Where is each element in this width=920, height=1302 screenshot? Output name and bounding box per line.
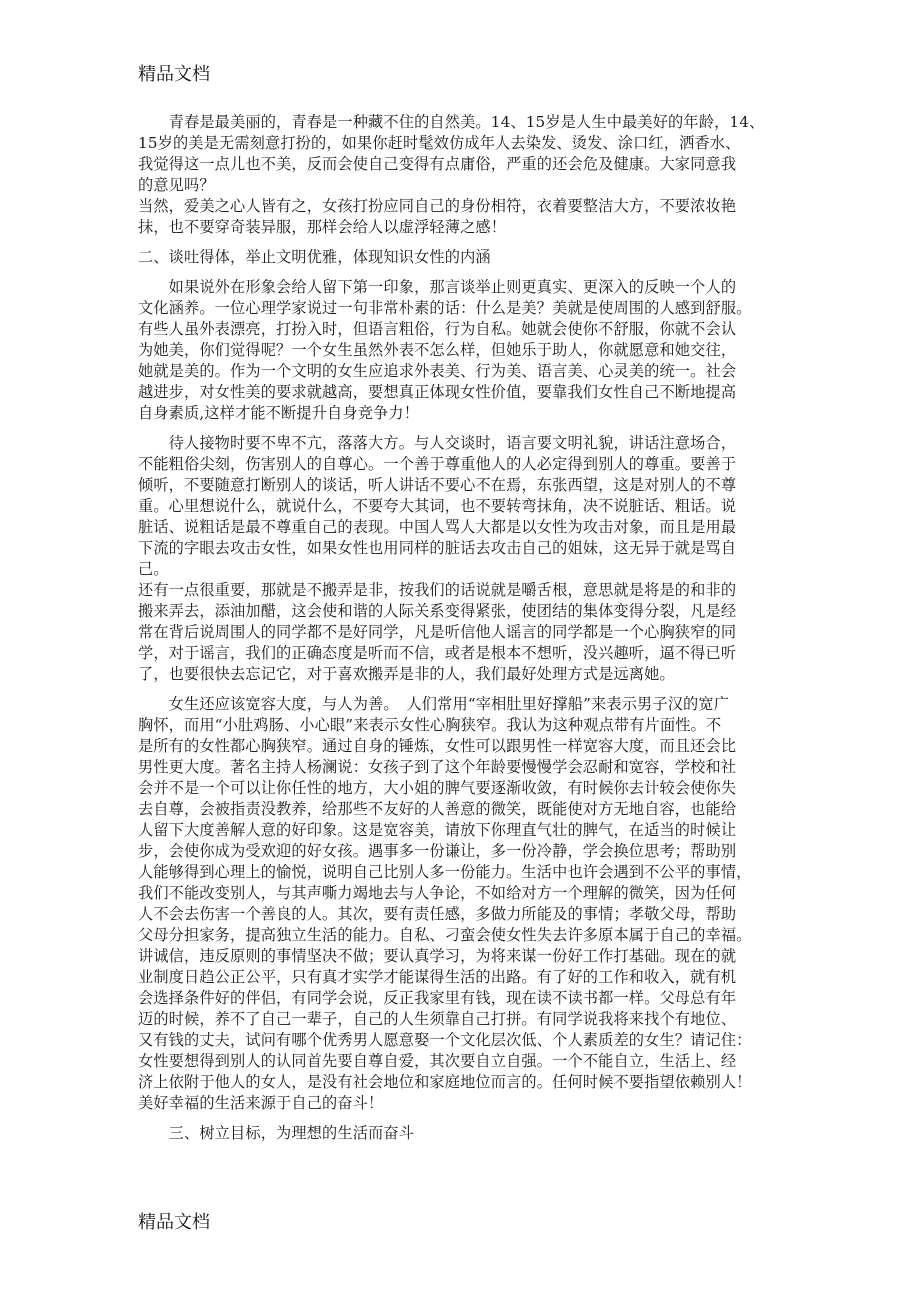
text-line: 自身素质,这样才能不断提升自身竞争力！ xyxy=(138,404,420,422)
text-line: 我们不能改变别人，与其声嘶力竭地去与人争论，不如给对方一个理解的微笑，因为任何 xyxy=(138,884,737,902)
text-line: 业制度日趋公正公平，只有真才实学才能谋得生活的出路。有了好的工作和收入，就有机 xyxy=(138,968,737,986)
text-line: 学，对于谣言，我们的正确态度是听而不信，或者是根本不想听，没兴趣听，逼不得已听 xyxy=(138,644,737,662)
page-footer: 精品文档 xyxy=(138,1212,210,1233)
text-line: 重。心里想说什么，就说什么，不要夸大其词，也不要转弯抹角，决不说脏话、粗话。说 xyxy=(138,497,737,515)
text-line: 还有一点很重要，那就是不搬弄是非，按我们的话说就是嚼舌根，意思就是将是的和非的 xyxy=(138,581,737,599)
text-line: 女生还应该宽容大度，与人为善。 人们常用“宰相肚里好撑船”来表示男子汉的宽广 xyxy=(138,695,730,713)
text-line: 父母分担家务，提高独立生活的能力。自私、刁蛮会使女性失去许多原本属于自己的幸福。 xyxy=(138,926,752,944)
text-line: 搬来弄去，添油加醋，这会使和谐的人际关系变得紧张，使团结的集体变得分裂，凡是经 xyxy=(138,602,737,620)
text-line: 讲诚信，违反原则的事情坚决不做；要认真学习，为将来谋一份好工作打基础。现在的就 xyxy=(138,947,737,965)
text-line: 常在背后说周围人的同学都不是好同学，凡是听信他人谣言的同学都是一个心胸狭窄的同 xyxy=(138,623,737,641)
text-line: 待人接物时要不卑不亢，落落大方。与人交谈时，语言要文明礼貌，讲话注意场合， xyxy=(138,434,737,452)
text-line: 我觉得这一点儿也不美，反而会使自己变得有点庸俗，严重的还会危及健康。大家同意我 xyxy=(138,155,737,173)
text-line: 去自尊，会被指责没教养，给那些不友好的人善意的微笑，既能使对方无地自容，也能给 xyxy=(138,800,737,818)
text-line: 人留下大度善解人意的好印象。这是宽容美，请放下你理直气壮的脾气，在适当的时候让 xyxy=(138,821,737,839)
text-line: 的意见吗？ xyxy=(138,176,215,194)
text-line: 越进步，对女性美的要求就越高，要想真正体现女性价值，要靠我们女性自己不断地提高 xyxy=(138,383,737,401)
text-line: 步，会使你成为受欢迎的好女孩。遇事多一份谦让，多一份冷静，学会换位思考；帮助别 xyxy=(138,842,737,860)
text-line: 女性要想得到别人的认同首先要自尊自爱，其次要自立自强。一个不能自立，生活上、经 xyxy=(138,1052,737,1070)
text-line: 济上依附于他人的女人，是没有社会地位和家庭地位而言的。任何时候不要指望依赖别人！ xyxy=(138,1073,752,1091)
text-line: 为她美，你们觉得呢？一个女生虽然外表不怎么样，但她乐于助人，你就愿意和她交往， xyxy=(138,341,737,359)
text-line: 文化涵养。一位心理学家说过一句非常朴素的话：什么是美？美就是使周围的人感到舒服。 xyxy=(138,299,752,317)
text-line: 又有钱的丈夫，试问有哪个优秀男人愿意娶一个文化层次低、个人素质差的女生？请记住： xyxy=(138,1031,752,1049)
text-line: 脏话、说粗话是最不尊重自己的表现。中国人骂人大都是以女性为攻击对象，而且是用最 xyxy=(138,518,737,536)
text-line: 倾听，不要随意打断别人的谈话，听人讲话不要心不在焉，东张西望，这是对别人的不尊 xyxy=(138,476,737,494)
document-body xyxy=(138,112,798,1144)
text-line: 有些人虽外表漂亮，打扮入时，但语言粗俗，行为自私。她就会使你不舒服，你就不会认 xyxy=(138,320,737,338)
text-line: 迈的时候，养不了自己一辈子，自己的人生须靠自己打拼。有同学说我将来找个有地位、 xyxy=(138,1010,737,1028)
paragraph-gap xyxy=(138,424,798,433)
text-line: 人能够得到心理上的愉悦，说明自己比别人多一份能力。生活中也许会遇到不公平的事情， xyxy=(138,863,752,881)
text-line: 人不会去伤害一个善良的人。其次，要有责任感，多做力所能及的事情；孝敬父母，帮助 xyxy=(138,905,737,923)
text-line: 二、谈吐得体，举止文明优雅，体现知识女性的内涵 xyxy=(138,248,491,266)
text-line: 抹，也不要穿奇装异服，那样会给人以虚浮轻薄之感！ xyxy=(138,218,507,236)
paragraph-gap xyxy=(138,1114,798,1123)
text-line: 青春是最美丽的，青春是一种藏不住的自然美。14、15岁是人生中最美好的年龄，14、 xyxy=(138,113,765,131)
page-header: 精品文档 xyxy=(138,64,210,85)
text-line: 会并不是一个可以让你任性的地方，大小姐的脾气要逐渐收敛，有时候你去计较会使你失 xyxy=(138,779,737,797)
text-line: 美好幸福的生活来源于自己的奋斗！ xyxy=(138,1094,384,1112)
text-line: 她就是美的。作为一个文明的女生应追求外表美、行为美、语言美、心灵美的统一。社会 xyxy=(138,362,737,380)
text-line: 三、树立目标，为理想的生活而奋斗 xyxy=(138,1124,415,1142)
text-line: 了，也要很快去忘记它，对于喜欢搬弄是非的人，我们最好处理方式是远离她。 xyxy=(138,665,675,683)
text-line: 男性更大度。著名主持人杨澜说：女孩子到了这个年龄要慢慢学会忍耐和宽容，学校和社 xyxy=(138,758,737,776)
paragraph-gap xyxy=(138,685,798,694)
text-line: 如果说外在形象会给人留下第一印象，那言谈举止则更真实、更深入的反映一个人的 xyxy=(138,278,737,296)
text-line: 不能粗俗尖刻，伤害别人的自尊心。一个善于尊重他人的人必定得到别人的尊重。要善于 xyxy=(138,455,737,473)
paragraph-gap xyxy=(138,238,798,247)
text-line: 是所有的女性都心胸狭窄。通过自身的锤炼，女性可以跟男性一样宽容大度，而且还会比 xyxy=(138,737,737,755)
paragraph-gap xyxy=(138,268,798,277)
text-line: 胸怀，而用“小肚鸡肠、小心眼”来表示女性心胸狭窄。我认为这种观点带有片面性。不 xyxy=(138,716,722,734)
text-line: 己。 xyxy=(138,560,169,578)
text-line: 当然，爱美之心人皆有之，女孩打扮应同自己的身份相符，衣着要整洁大方，不要浓妆艳 xyxy=(138,197,737,215)
text-line: 会选择条件好的伴侣，有同学会说，反正我家里有钱，现在读不读书都一样。父母总有年 xyxy=(138,989,737,1007)
text-line: 下流的字眼去攻击女性，如果女性也用同样的脏话去攻击自己的姐妹，这无异于就是骂自 xyxy=(138,539,737,557)
text-line: 15岁的美是无需刻意打扮的，如果你赶时髦效仿成年人去染发、烫发、涂口红，洒香水、 xyxy=(138,134,741,152)
